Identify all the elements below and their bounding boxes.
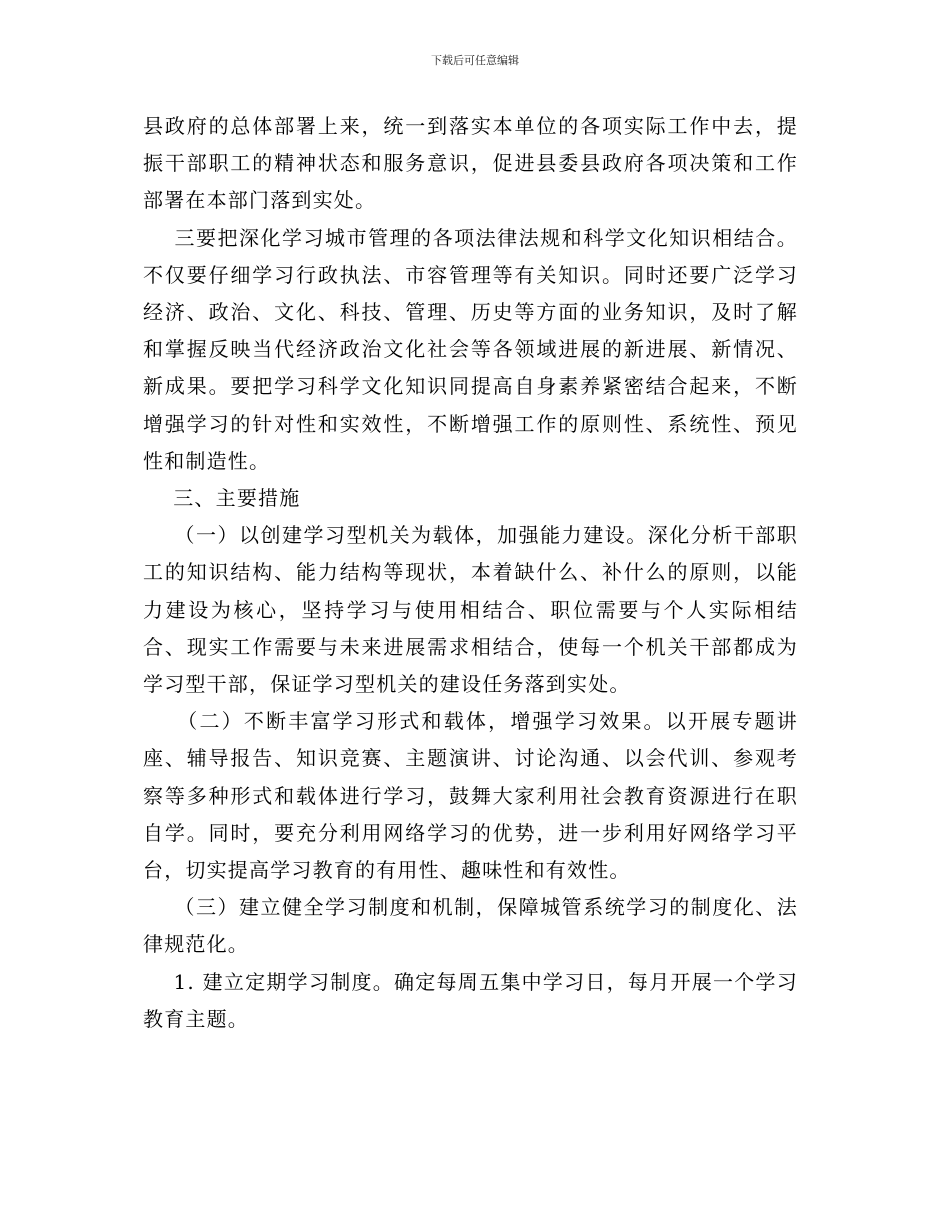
document-body: [143, 108, 798, 1038]
paragraph-1: 县政府的总体部署上来，统一到落实本单位的各项实际工作中去，提振干部职工的精神状态和服务意识，促进县委县政府各项决策和工作部署在本部门落到实处。: [143, 114, 798, 213]
paragraph-measure-1: （一）以创建学习型机关为载体，加强能力建设。深化分析干部职工的知识结构、能力结构等现状，本着缺什么、补什么的原则，以能力建设为核心，坚持学习与使用相结合、职位需要与个人实际相结合、现实工作需要与未来进展需求相结合，使每一个机关干部都成为学习型干部，保证学习型机关的建设任务落到实处。: [143, 523, 798, 697]
section-heading-main-measures: 三、主要措施: [143, 486, 301, 511]
paragraph-measure-3: （三）建立健全学习制度和机制，保障城管系统学习的制度化、法律规范化。: [143, 895, 798, 957]
paragraph-measure-2: （二）不断丰富学习形式和载体，增强学习效果。以开展专题讲座、辅导报告、知识竞赛、主题演讲、讨论沟通、以会代训、参观考察等多种形式和载体进行学习，鼓舞大家利用社会教育资源进行在职自学。同时，要充分利用网络学习的优势，进一步利用好网络学习平台，切实提高学习教育的有用性、趣味性和有效性。: [143, 709, 798, 883]
paragraph-item-1: 1. 建立定期学习制度。确定每周五集中学习日，每月开展一个学习教育主题。: [143, 969, 798, 1031]
paragraph-2: 三要把深化学习城市管理的各项法律法规和科学文化知识相结合。不仅要仔细学习行政执法、市容管理等有关知识。同时还要广泛学习经济、政治、文化、科技、管理、历史等方面的业务知识，及时了解和掌握反映当代经济政治文化社会等各领域进展的新进展、新情况、新成果。要把学习科学文化知识同提高自身素养紧密结合起来，不断增强学习的针对性和实效性，不断增强工作的原则性、系统性、预见性和制造性。: [143, 225, 798, 473]
page-header: 下载后可任意编辑: [431, 54, 519, 67]
